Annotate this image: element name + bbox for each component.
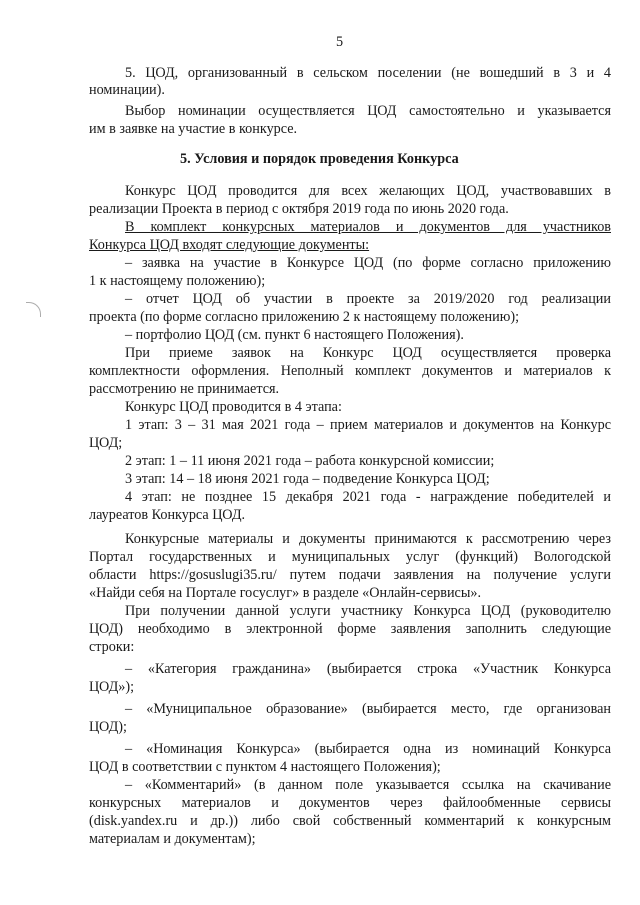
paragraph-line: ЦОД); (89, 719, 127, 735)
paragraph-line: конкурсных материалов и документов через файлообменные сервисы (89, 795, 611, 811)
paragraph-line: 2 этап: 1 – 11 июня 2021 года – работа конкурсной комиссии; (125, 453, 495, 469)
paragraph-line: Конкурс ЦОД проводится в 4 этапа: (125, 399, 342, 415)
paragraph-line: материалам и документам); (89, 831, 256, 847)
paragraph-line: Портал государственных и муниципальных услуг (функций) Вологодской (89, 549, 611, 565)
paragraph-line: реализации Проекта в период с октября 2019 года по июнь 2020 года. (89, 201, 509, 217)
paragraph-line: им в заявке на участие в конкурсе. (89, 121, 298, 137)
paragraph-line: 5. ЦОД, организованный в сельском поселении (не вошедший в 3 и 4 (125, 65, 611, 81)
paragraph-line: 4 этап: не позднее 15 декабря 2021 года - награждение победителей и (125, 489, 611, 505)
paragraph-line: области https://gosuslugi35.ru/ путем подачи заявления на получение услуги (89, 567, 611, 583)
paragraph-line: При приеме заявок на Конкурс ЦОД осуществляется проверка (125, 345, 611, 361)
paragraph-line: ЦОД; (89, 435, 123, 451)
paragraph-line: При получении данной услуги участнику Конкурса ЦОД (руководителю (125, 603, 611, 619)
paragraph-line: Конкурс ЦОД проводится для всех желающих ЦОД, участвовавших в (125, 183, 611, 199)
paragraph-line: номинации). (89, 82, 165, 98)
paragraph-line: лауреатов Конкурса ЦОД. (89, 507, 246, 523)
list-item: – «Номинация Конкурса» (выбирается одна из номинаций Конкурса (125, 741, 611, 757)
paragraph-line: комплектности оформления. Неполный комплект документов и материалов к (89, 363, 611, 379)
paragraph-line: Выбор номинации осуществляется ЦОД самостоятельно и указывается (125, 103, 611, 119)
paragraph-line: ЦОД»); (89, 679, 135, 695)
list-item: – портфолио ЦОД (см. пункт 6 настоящего Положения). (125, 327, 464, 343)
paragraph-line: 1 этап: 3 – 31 мая 2021 года – прием материалов и документов на Конкурс (125, 417, 611, 433)
list-item: – «Комментарий» (в данном поле указывается ссылка на скачивание (125, 777, 611, 793)
paragraph-line: Конкурсные материалы и документы принимаются к рассмотрению через (125, 531, 611, 547)
list-item: – «Категория гражданина» (выбирается строка «Участник Конкурса (125, 661, 611, 677)
paragraph-line: проекта (по форме согласно приложению 2 к настоящему положению); (89, 309, 520, 325)
paragraph-line: 1 к настоящему положению); (89, 273, 266, 289)
paragraph-line-underlined: Конкурса ЦОД входят следующие документы: (89, 237, 370, 253)
list-item: – «Муниципальное образование» (выбирается место, где организован (125, 701, 611, 717)
list-item: – заявка на участие в Конкурсе ЦОД (по форме согласно приложению (125, 255, 611, 271)
paragraph-line: ЦОД) необходимо в электронной форме заявления заполнить следующие (89, 621, 611, 637)
paragraph-line: строки: (89, 639, 135, 655)
paragraph-line: «Найди себя на Портале госуслуг» в разделе «Онлайн-сервисы». (89, 585, 482, 601)
list-item: – отчет ЦОД об участии в проекте за 2019/2020 год реализации (125, 291, 611, 307)
section-heading: 5. Условия и порядок проведения Конкурса (180, 151, 459, 167)
page-number: 5 (336, 34, 344, 50)
paragraph-line: 3 этап: 14 – 18 июня 2021 года – подведение Конкурса ЦОД; (125, 471, 490, 487)
paragraph-line: (disk.yandex.ru и др.)) либо свой собственный комментарий к конкурсным (89, 813, 611, 829)
paragraph-line: рассмотрению не принимается. (89, 381, 280, 397)
paragraph-line: ЦОД в соответствии с пунктом 4 настоящего Положения); (89, 759, 441, 775)
scan-punch-mark (26, 302, 41, 317)
paragraph-line-underlined: В комплект конкурсных материалов и документов для участников (125, 219, 611, 235)
